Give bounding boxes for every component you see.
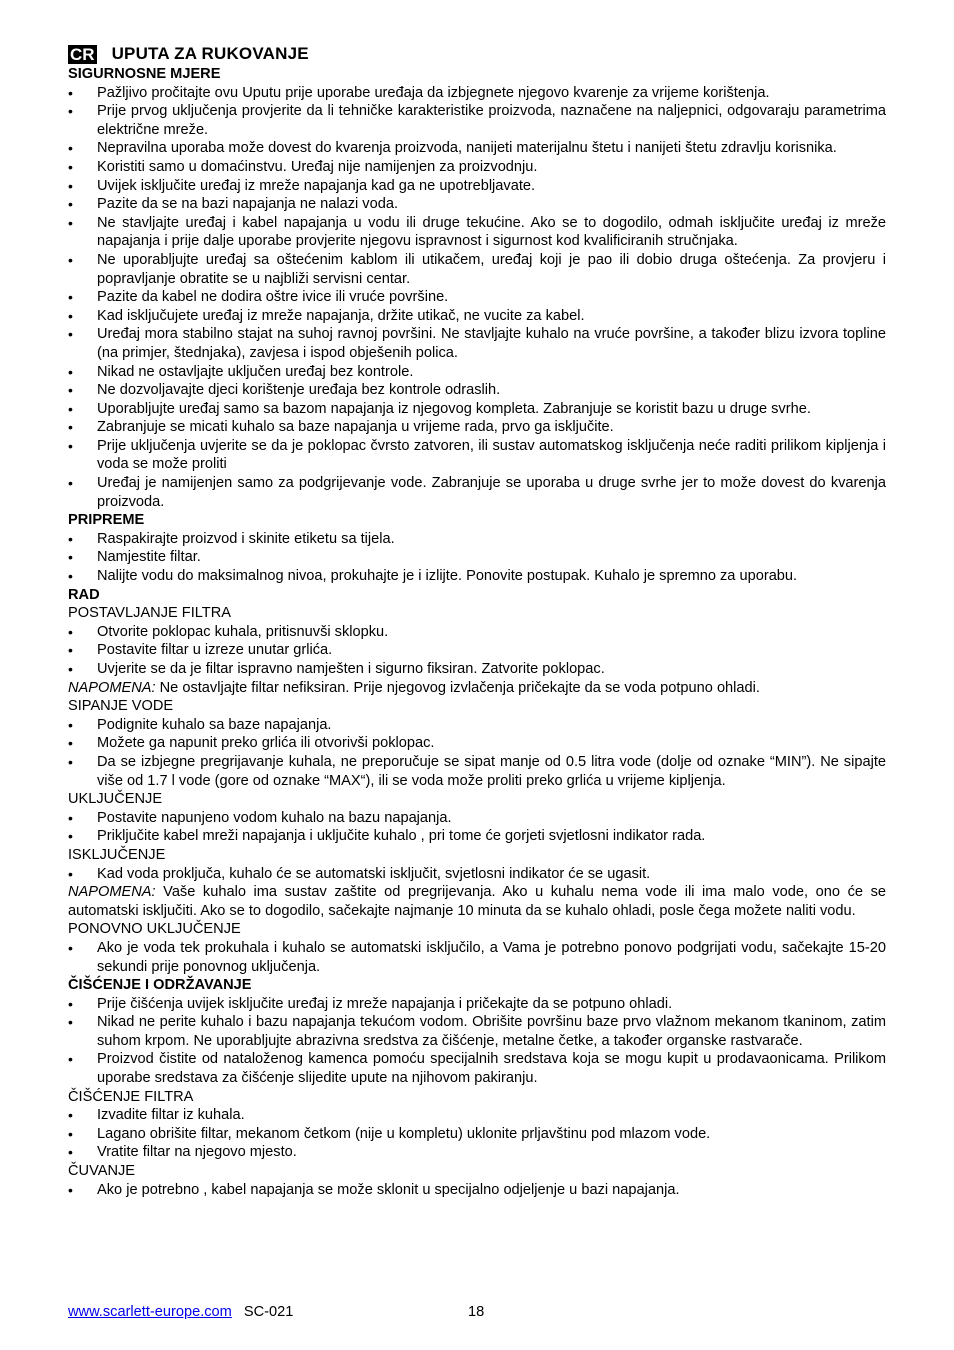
- list-item: • Otvorite poklopac kuhala, pritisnuvši sklopku.: [68, 623, 886, 642]
- list-item: • Ne uporabljujte uređaj sa oštećenim kablom ili utikačem, uređaj koji je pao ili dobio druga oštećenja. Za provjeru i popravljanje obratite se u najbliži servisni centar.: [68, 251, 886, 288]
- note-text: Ne ostavljajte filtar nefiksiran. Prije njegovog izvlačenja pričekajte da se voda potpuno ohladi.: [155, 679, 760, 696]
- filter-cleaning-list: [68, 1106, 886, 1162]
- filter-install-list: [68, 623, 886, 679]
- list-item: • Lagano obrišite filtar, mekanom četkom (nije u kompletu) uklonite prljavštinu pod mlazom vode.: [68, 1125, 886, 1144]
- section-heading-preparation: PRIPREME: [68, 512, 145, 529]
- list-item: • Možete ga napunit preko grlića ili otvorivši poklopac.: [68, 734, 886, 753]
- list-item: • Raspakirajte proizvod i skinite etiketu sa tijela.: [68, 530, 886, 549]
- list-item: • Postavite napunjeno vodom kuhalo na bazu napajanja.: [68, 809, 886, 828]
- preparation-list: [68, 530, 886, 586]
- section-heading-safety: SIGURNOSNE MJERE: [68, 66, 221, 82]
- list-item: • Pazite da se na bazi napajanja ne nalazi voda.: [68, 195, 886, 214]
- section-heading-cleaning: ČIŠĆENJE I ODRŽAVANJE: [68, 977, 252, 994]
- website-link[interactable]: www.scarlett-europe.com: [68, 1304, 232, 1320]
- storage-list: [68, 1181, 886, 1200]
- cleaning-list: [68, 995, 886, 1088]
- subheading-filter-install: POSTAVLJANJE FILTRA: [68, 605, 231, 622]
- subheading-switch-on: UKLJUČENJE: [68, 791, 163, 808]
- list-item: • Da se izbjegne pregrijavanje kuhala, ne preporučuje se sipat manje od 0.5 litra vode (dolje od oznake “MIN”). Ne sipajte više od 1.7 l vode (gore od oznake “MAX“), ili se voda može proliti preko grlića u vrijeme kipljenja.: [68, 753, 886, 790]
- model-number: SC-021: [243, 1304, 294, 1320]
- list-item: • Zabranjuje se micati kuhalo sa baze napajanja u vrijeme rada, prvo ga isključite.: [68, 418, 886, 437]
- title-row: [68, 43, 886, 65]
- subheading-filter-cleaning: ČIŠĆENJE FILTRA: [68, 1088, 194, 1105]
- list-item: • Koristiti samo u domaćinstvu. Uređaj nije namijenjen za proizvodnju.: [68, 158, 886, 177]
- list-item: • Uvjerite se da je filtar ispravno namješten i sigurno fiksiran. Zatvorite poklopac.: [68, 660, 886, 679]
- list-item: • Pažljivo pročitajte ovu Uputu prije uporabe uređaja da izbjegnete njegovo kvarenje za vrijeme korištenja.: [68, 84, 886, 103]
- instruction-page: [68, 43, 886, 1199]
- list-item: • Pazite da kabel ne dodira oštre ivice ili vruće površine.: [68, 288, 886, 307]
- filling-water-list: [68, 716, 886, 790]
- list-item: • Nalijte vodu do maksimalnog nivoa, prokuhajte je i izlijte. Ponovite postupak. Kuhalo je spremno za uporabu.: [68, 567, 886, 586]
- note-label: NAPOMENA:: [68, 884, 156, 901]
- list-item: • Uređaj je namijenjen samo za podgrijevanje vode. Zabranjuje se uporaba u druge svrhe jer to može dovest do kvarenja proizvoda.: [68, 474, 886, 511]
- switch-on-again-list: [68, 939, 886, 976]
- list-item: • Uvijek isključite uređaj iz mreže napajanja kad ga ne upotrebljavate.: [68, 177, 886, 196]
- list-item: • Nepravilna uporaba može dovest do kvarenja proizvoda, nanijeti materijalnu štetu i nanijeti štetu zdravlju korisnika.: [68, 139, 886, 158]
- list-item: • Ako je potrebno , kabel napajanja se može sklonit u specijalno odjeljenje u bazi napajanja.: [68, 1181, 886, 1200]
- list-item: • Priključite kabel mreži napajanja i uključite kuhalo , pri tome će gorjeti svjetlosni indikator rada.: [68, 827, 886, 846]
- language-badge: CR: [70, 44, 95, 64]
- page-number: 18: [468, 1304, 485, 1320]
- list-item: • Proizvod čistite od nataloženog kamenca pomoću specijalnih sredstava koja se mogu kupit u prodavaonicama. Prilikom uporabe sredstava za čišćenje slijedite upute na njihovom pakiranju.: [68, 1050, 886, 1087]
- list-item: • Ako je voda tek prokuhala i kuhalo se automatski isključilo, a Vama je potrebno ponovo podgrijati vodu, sačekajte 15-20 sekundi prije ponovnog uključenja.: [68, 939, 886, 976]
- list-item: • Prije čišćenja uvijek isključite uređaj iz mreže napajanja i pričekajte da se potpuno ohladi.: [68, 995, 886, 1014]
- switch-off-list: [68, 865, 886, 884]
- switch-on-list: [68, 809, 886, 846]
- subheading-storage: ČUVANJE: [68, 1163, 136, 1180]
- list-item: • Podignite kuhalo sa baze napajanja.: [68, 716, 886, 735]
- section-heading-operation: RAD: [68, 586, 100, 603]
- subheading-switch-on-again: PONOVNO UKLJUČENJE: [68, 921, 241, 938]
- subheading-switch-off: ISKLJUČENJE: [68, 846, 166, 863]
- list-item: • Izvadite filtar iz kuhala.: [68, 1106, 886, 1125]
- list-item: • Uporabljujte uređaj samo sa bazom napajanja iz njegovog kompleta. Zabranjuje se koristit bazu u druge svrhe.: [68, 400, 886, 419]
- list-item: • Nikad ne perite kuhalo i bazu napajanja tekućom vodom. Obrišite površinu baze prvo vlažnom mekanom tkaninom, zatim suhom krpom. Ne uporabljujte abrazivna sredstva za čišćenje, metalne četke, a također organske rastvarače.: [68, 1013, 886, 1050]
- page-footer: [68, 1303, 886, 1323]
- note-text: Vaše kuhalo ima sustav zaštite od pregrijevanja. Ako u kuhalu nema vode ili ima malo vode, ono će se automatski isključiti. Ako se to dogodilo, sačekajte najmanje 10 minuta da se kuhalo ohladi, posle čega možete naliti vodu.: [68, 884, 886, 919]
- filter-note: [68, 679, 886, 698]
- list-item: • Kad voda proključa, kuhalo će se automatski isključit, svjetlosni indikator će se ugasit.: [68, 865, 886, 884]
- list-item: • Kad isključujete uređaj iz mreže napajanja, držite utikač, ne vucite za kabel.: [68, 307, 886, 326]
- list-item: • Ne stavljajte uređaj i kabel napajanja u vodu ili druge tekućine. Ako se to dogodilo, odmah isključite uređaj iz mreže napajanja i prije dalje uporabe provjerite njegovu ispravnost i sigurnost kod kvalificiranih stručnjaka.: [68, 214, 886, 251]
- list-item: • Uređaj mora stabilno stajat na suhoj ravnoj površini. Ne stavljajte kuhalo na vruće površine, a također blizu izvora topline (na primjer, štednjaka), zavjesa i ispod obješenih polica.: [68, 325, 886, 362]
- subheading-filling-water: SIPANJE VODE: [68, 698, 174, 715]
- overheat-note: [68, 883, 886, 920]
- list-item: • Nikad ne ostavljajte uključen uređaj bez kontrole.: [68, 363, 886, 382]
- note-label: NAPOMENA:: [68, 679, 156, 696]
- list-item: • Vratite filtar na njegovo mjesto.: [68, 1143, 886, 1162]
- list-item: • Postavite filtar u izreze unutar grlića.: [68, 641, 886, 660]
- safety-list: [68, 84, 886, 512]
- list-item: • Ne dozvoljavajte djeci korištenje uređaja bez kontrole odraslih.: [68, 381, 886, 400]
- list-item: • Namjestite filtar.: [68, 548, 886, 567]
- list-item: • Prije uključenja uvjerite se da je poklopac čvrsto zatvoren, ili sustav automatskog isključenja neće raditi prilikom kipljenja i voda se može proliti: [68, 437, 886, 474]
- page-title: UPUTA ZA RUKOVANJE: [111, 43, 309, 63]
- list-item: • Prije prvog uključenja provjerite da li tehničke karakteristike proizvoda, naznačene na naljepnici, odgovaraju parametrima električne mreže.: [68, 102, 886, 139]
